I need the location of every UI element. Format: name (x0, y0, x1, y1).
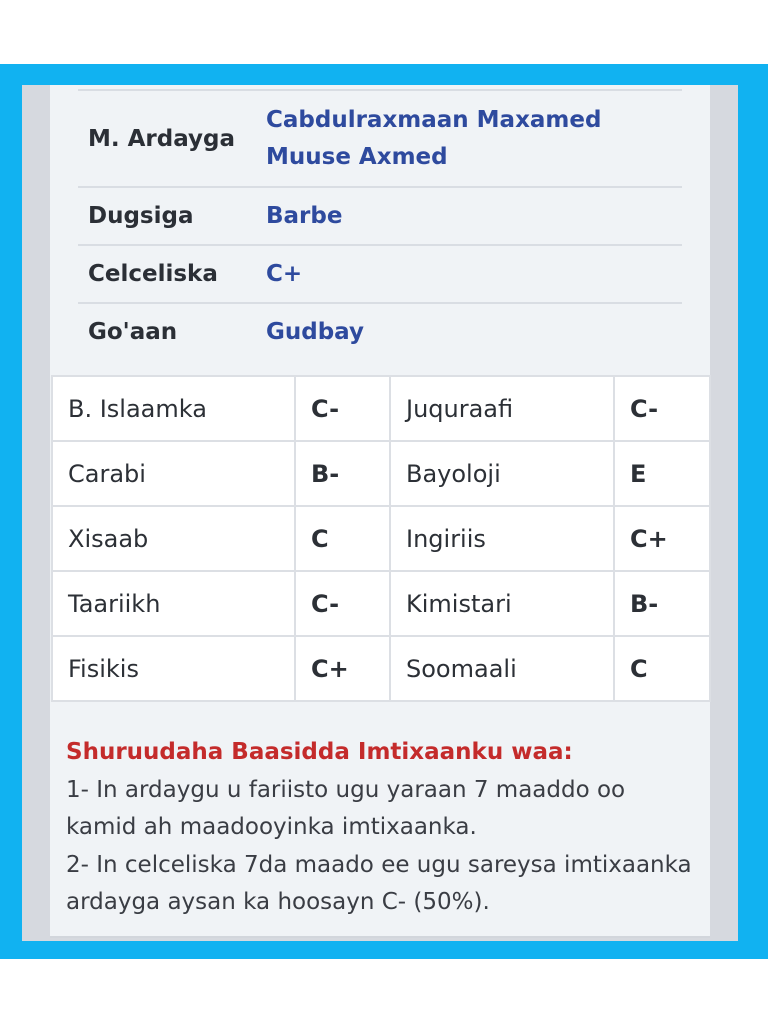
average-value: C+ (266, 260, 303, 287)
decision-value: Gudbay (266, 318, 364, 345)
info-row-name (78, 89, 682, 186)
student-name-value: Cabdulraxmaan Maxamed Muuse Axmed (266, 106, 602, 170)
requirements-heading: Shuruudaha Baasidda Imtixaanku waa: (66, 739, 573, 765)
subject-cell: Bayoloji (390, 441, 614, 506)
info-row-average (78, 244, 682, 302)
student-info (78, 89, 682, 360)
grade-cell: C+ (614, 506, 710, 571)
requirement-1: 1- In ardaygu u fariisto ugu yaraan 7 maaddo oo kamid ah maadooyinka imtixaanka. (66, 776, 626, 840)
subject-cell: Xisaab (52, 506, 295, 571)
table-row (52, 441, 710, 506)
subject-cell: Soomaali (390, 636, 614, 701)
card-bottom-divider (50, 936, 710, 938)
requirement-2: 2- In celceliska 7da maado ee ugu sareysa imtixaanka ardayga aysan ka hoosayn C- (50%). (66, 851, 692, 915)
grade-cell: C- (295, 571, 390, 636)
grades-table (51, 375, 711, 702)
grade-cell: C (295, 506, 390, 571)
grade-cell: C- (295, 376, 390, 441)
decision-label: Go'aan (88, 319, 178, 345)
info-row-decision (78, 302, 682, 360)
grade-cell: C (614, 636, 710, 701)
subject-cell: Ingiriis (390, 506, 614, 571)
subject-cell: Fisikis (52, 636, 295, 701)
student-name-label: M. Ardayga (88, 125, 236, 152)
grade-cell: C- (614, 376, 710, 441)
subject-cell: Carabi (52, 441, 295, 506)
subject-cell: Kimistari (390, 571, 614, 636)
grade-cell: B- (614, 571, 710, 636)
table-row (52, 376, 710, 441)
table-row (52, 506, 710, 571)
table-row (52, 636, 710, 701)
subject-cell: Juquraafi (390, 376, 614, 441)
pass-requirements (66, 734, 696, 922)
school-label: Dugsiga (88, 203, 194, 229)
grade-cell: E (614, 441, 710, 506)
grade-cell: B- (295, 441, 390, 506)
subject-cell: B. Islaamka (52, 376, 295, 441)
average-label: Celceliska (88, 261, 218, 287)
info-row-school (78, 186, 682, 244)
school-value: Barbe (266, 202, 343, 229)
grade-cell: C+ (295, 636, 390, 701)
subject-cell: Taariikh (52, 571, 295, 636)
table-row (52, 571, 710, 636)
